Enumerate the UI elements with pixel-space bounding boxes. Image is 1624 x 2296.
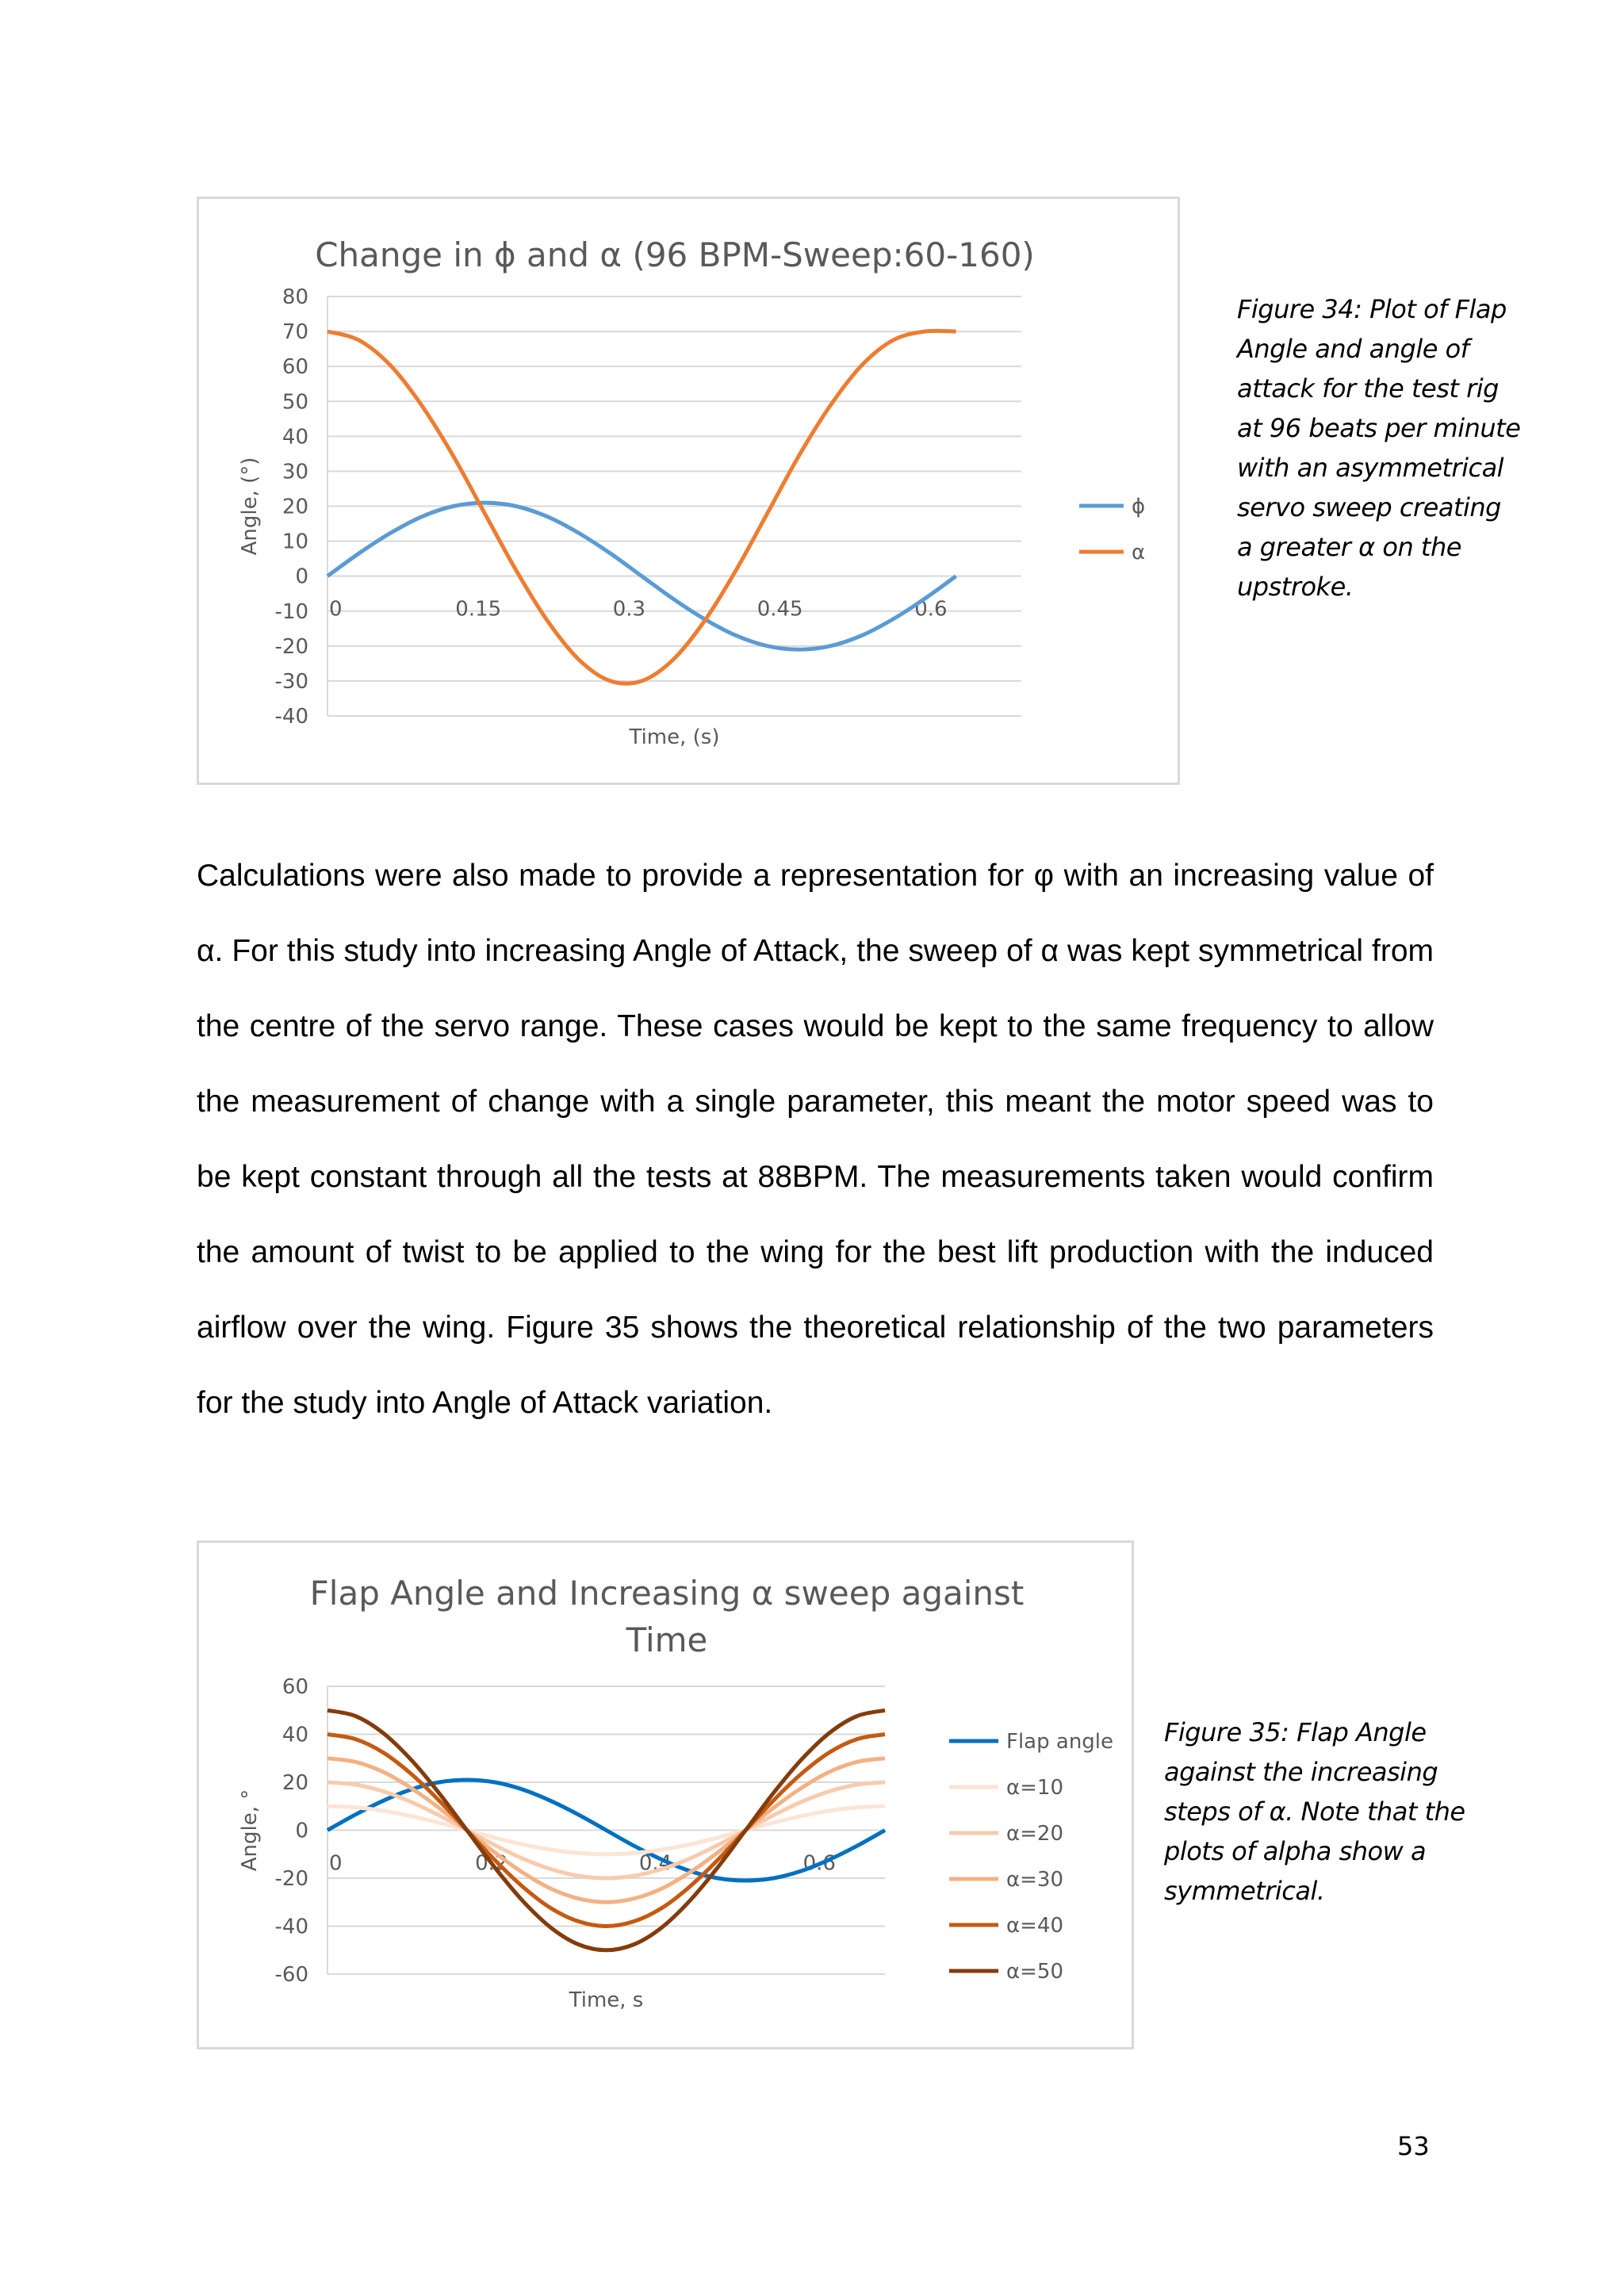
figure-34-svg [199, 199, 1178, 783]
y-tick-label: -40 [274, 1915, 308, 1939]
y-tick-label: 20 [282, 1771, 308, 1795]
figure-34-caption: Figure 34: Plot of Flap Angle and angle of attack for the test rig at 96 beats per minute with an asymmetrical servo sweep creating a greater α on the upstroke. [1237, 294, 1521, 602]
chart-title: Time [626, 1621, 708, 1659]
y-tick-label: 60 [282, 1675, 308, 1699]
legend-label: α=50 [1006, 1960, 1064, 1984]
x-tick-label: 0.45 [756, 597, 803, 622]
y-tick-label: 40 [282, 1723, 308, 1747]
y-tick-label: 20 [282, 495, 308, 519]
legend-label: ϕ [1132, 495, 1146, 519]
y-tick-label: 80 [282, 285, 308, 309]
chart-title: Change in ϕ and α (96 BPM-Sweep:60-160) [315, 235, 1035, 274]
series-line-1 [327, 331, 956, 683]
figure-35-chart [197, 1540, 1134, 2049]
y-tick-label: -60 [274, 1963, 308, 1987]
page-number: 53 [1397, 2131, 1430, 2161]
x-tick-label: 0 [329, 597, 343, 622]
x-tick-label: 0.15 [455, 597, 502, 622]
y-tick-label: -20 [274, 634, 308, 659]
legend-label: α=20 [1006, 1822, 1064, 1846]
y-tick-label: 50 [282, 390, 308, 415]
figure-35-svg [199, 1543, 1132, 2047]
y-tick-label: -20 [274, 1867, 308, 1891]
y-tick-label: 70 [282, 320, 308, 345]
x-axis-label: Time, s [569, 1988, 644, 2012]
y-tick-label: 60 [282, 355, 308, 380]
legend-label: α=30 [1006, 1868, 1064, 1892]
x-tick-label: 0.6 [914, 597, 948, 622]
y-tick-label: -30 [274, 669, 308, 694]
y-axis-label: Angle, ° [238, 1789, 262, 1872]
x-tick-label: 0.6 [802, 1851, 836, 1876]
x-tick-label: 0 [329, 1851, 343, 1876]
y-tick-label: 10 [282, 530, 308, 554]
y-tick-label: 0 [295, 1819, 308, 1843]
y-axis-label: Angle, (°) [238, 457, 262, 556]
legend-label: Flap angle [1006, 1730, 1114, 1754]
y-tick-label: -40 [274, 705, 308, 729]
legend-label: α=10 [1006, 1776, 1064, 1800]
legend-label: α=40 [1006, 1914, 1064, 1938]
chart-title: Flap Angle and Increasing α sweep against [309, 1574, 1025, 1613]
legend-label: α [1132, 541, 1146, 564]
x-tick-label: 0.2 [475, 1851, 508, 1876]
body-paragraph [197, 838, 1434, 1441]
x-tick-label: 0.3 [612, 597, 646, 622]
x-axis-label: Time, (s) [629, 725, 720, 749]
x-tick-label: 0.4 [638, 1851, 672, 1876]
y-tick-label: 30 [282, 460, 308, 484]
y-tick-label: 40 [282, 425, 308, 450]
y-tick-label: -10 [274, 599, 308, 624]
figure-35-caption: Figure 35: Flap Angle against the increasing steps of α. Note that the plots of alpha show a symmetrical. [1164, 1717, 1465, 1906]
y-tick-label: 0 [295, 564, 308, 589]
figure-34-chart [197, 197, 1180, 785]
body-paragraph-text: Calculations were also made to provide a representation for φ with an increasing value of α. For this study into increasing Angle of Attack, the sweep of α was kept symmetrical from the centre of the servo range. These cases would be kept to the same frequency to allow the measurement of change with a single parameter, this meant the motor speed was to be kept constant through all the tests at 88BPM. The measurements taken would confirm the amount of twist to be applied to the wing for the best lift production with the induced airflow over the wing. Figure 35 shows the theoretical relationship of the two parameters for the study into Angle of Attack variation. [197, 859, 1434, 1420]
